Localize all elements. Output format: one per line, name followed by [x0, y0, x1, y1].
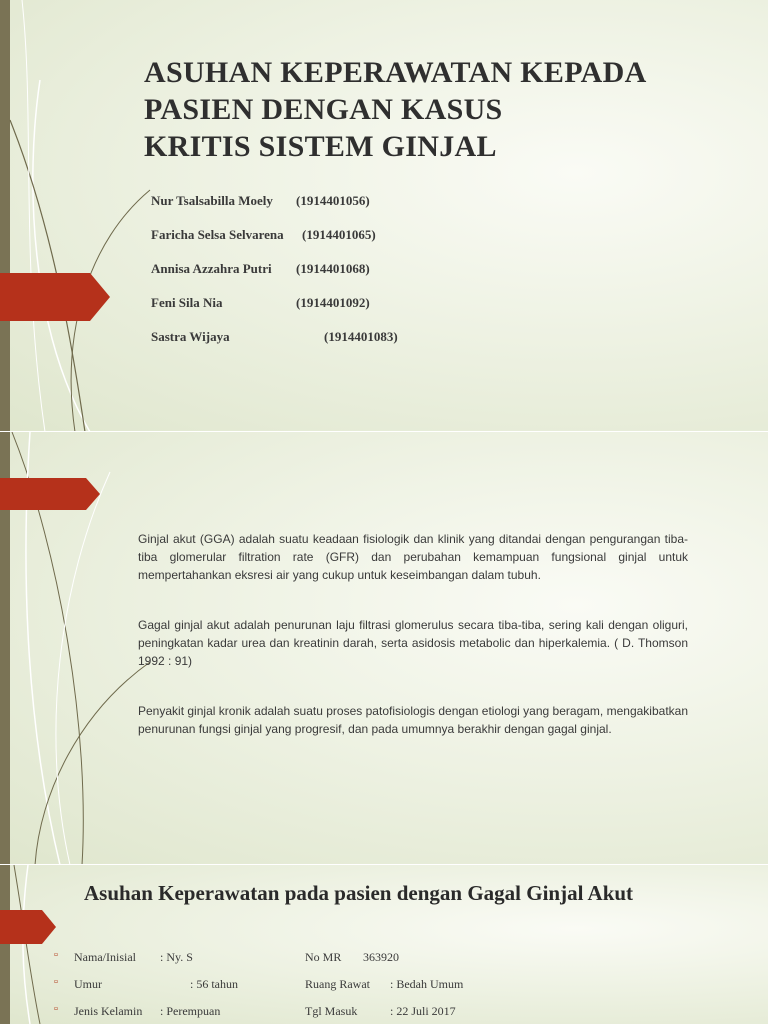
title-line-3: KRITIS SISTEM GINJAL: [144, 130, 497, 163]
patient-info-row: [54, 977, 614, 995]
field-value: : Ny. S: [160, 950, 193, 964]
author-name: Annisa Azzahra Putri: [151, 261, 272, 276]
author-id: (1914401092): [296, 295, 370, 310]
field-label: No MR: [305, 950, 342, 964]
field-value: : 22 Juli 2017: [390, 1004, 456, 1018]
red-arrow-tab: [0, 273, 110, 321]
definition-paragraph: Penyakit ginjal kronik adalah suatu proses patofisiologis dengan etiologi yang beragam, mengakibatkan penurunan fungsi ginjal yang progresif, dan pada umumnya berakhir dengan gagal ginjal.: [138, 704, 688, 736]
author-name: Faricha Selsa Selvarena: [151, 227, 284, 242]
field-label: Umur: [74, 977, 102, 991]
square-bullet-icon: ▫: [54, 1003, 58, 1015]
field-label: Nama/Inisial: [74, 950, 136, 964]
patient-info-row: [54, 1004, 614, 1022]
author-name: Feni Sila Nia: [151, 295, 223, 310]
title-line-2: PASIEN DENGAN KASUS: [144, 93, 503, 126]
square-bullet-icon: ▫: [54, 949, 58, 961]
field-value: 363920: [363, 950, 399, 964]
field-value: : 56 tahun: [190, 977, 238, 991]
left-accent-bar: [0, 865, 10, 1024]
square-bullet-icon: ▫: [54, 976, 58, 988]
author-id: (1914401056): [296, 193, 370, 208]
definition-paragraph: Ginjal akut (GGA) adalah suatu keadaan fisiologik dan klinik yang ditandai dengan pengurangan tiba-tiba glomerular filtration rate (GFR) dan perubahan kemampuan fungsional ginjal untuk mempertahankan eksresi air yang cukup untuk keseimbangan dalam tubuh.: [138, 532, 688, 582]
left-accent-bar: [0, 0, 10, 432]
author-name: Nur Tsalsabilla Moely: [151, 193, 273, 208]
title-slide: [0, 0, 768, 432]
patient-info-row: [54, 950, 614, 968]
author-name: Sastra Wijaya: [151, 329, 230, 344]
title-line-1: ASUHAN KEPERAWATAN KEPADA: [144, 56, 647, 89]
author-id: (1914401065): [302, 227, 376, 242]
field-label: Ruang Rawat: [305, 977, 370, 991]
author-id: (1914401083): [324, 329, 398, 344]
field-value: : Perempuan: [160, 1004, 221, 1018]
field-label: Jenis Kelamin: [74, 1004, 143, 1018]
definition-paragraph: Gagal ginjal akut adalah penurunan laju filtrasi glomerulus secara tiba-tiba, sering kali dengan oliguri, peningkatan kadar urea dan kreatinin darah, serta asidosis metabolic dan hiperkalemia. ( D. Thomson 1992 : 91): [138, 618, 688, 668]
author-id: (1914401068): [296, 261, 370, 276]
patient-info-slide: [0, 865, 768, 1024]
presentation-title: [144, 54, 692, 165]
red-arrow-tab: [0, 478, 100, 510]
slide-title: Asuhan Keperawatan pada pasien dengan Gagal Ginjal Akut: [84, 881, 634, 905]
definition-slide: [0, 432, 768, 865]
field-value: : Bedah Umum: [390, 977, 464, 991]
field-label: Tgl Masuk: [305, 1004, 358, 1018]
red-arrow-tab: [0, 910, 56, 944]
